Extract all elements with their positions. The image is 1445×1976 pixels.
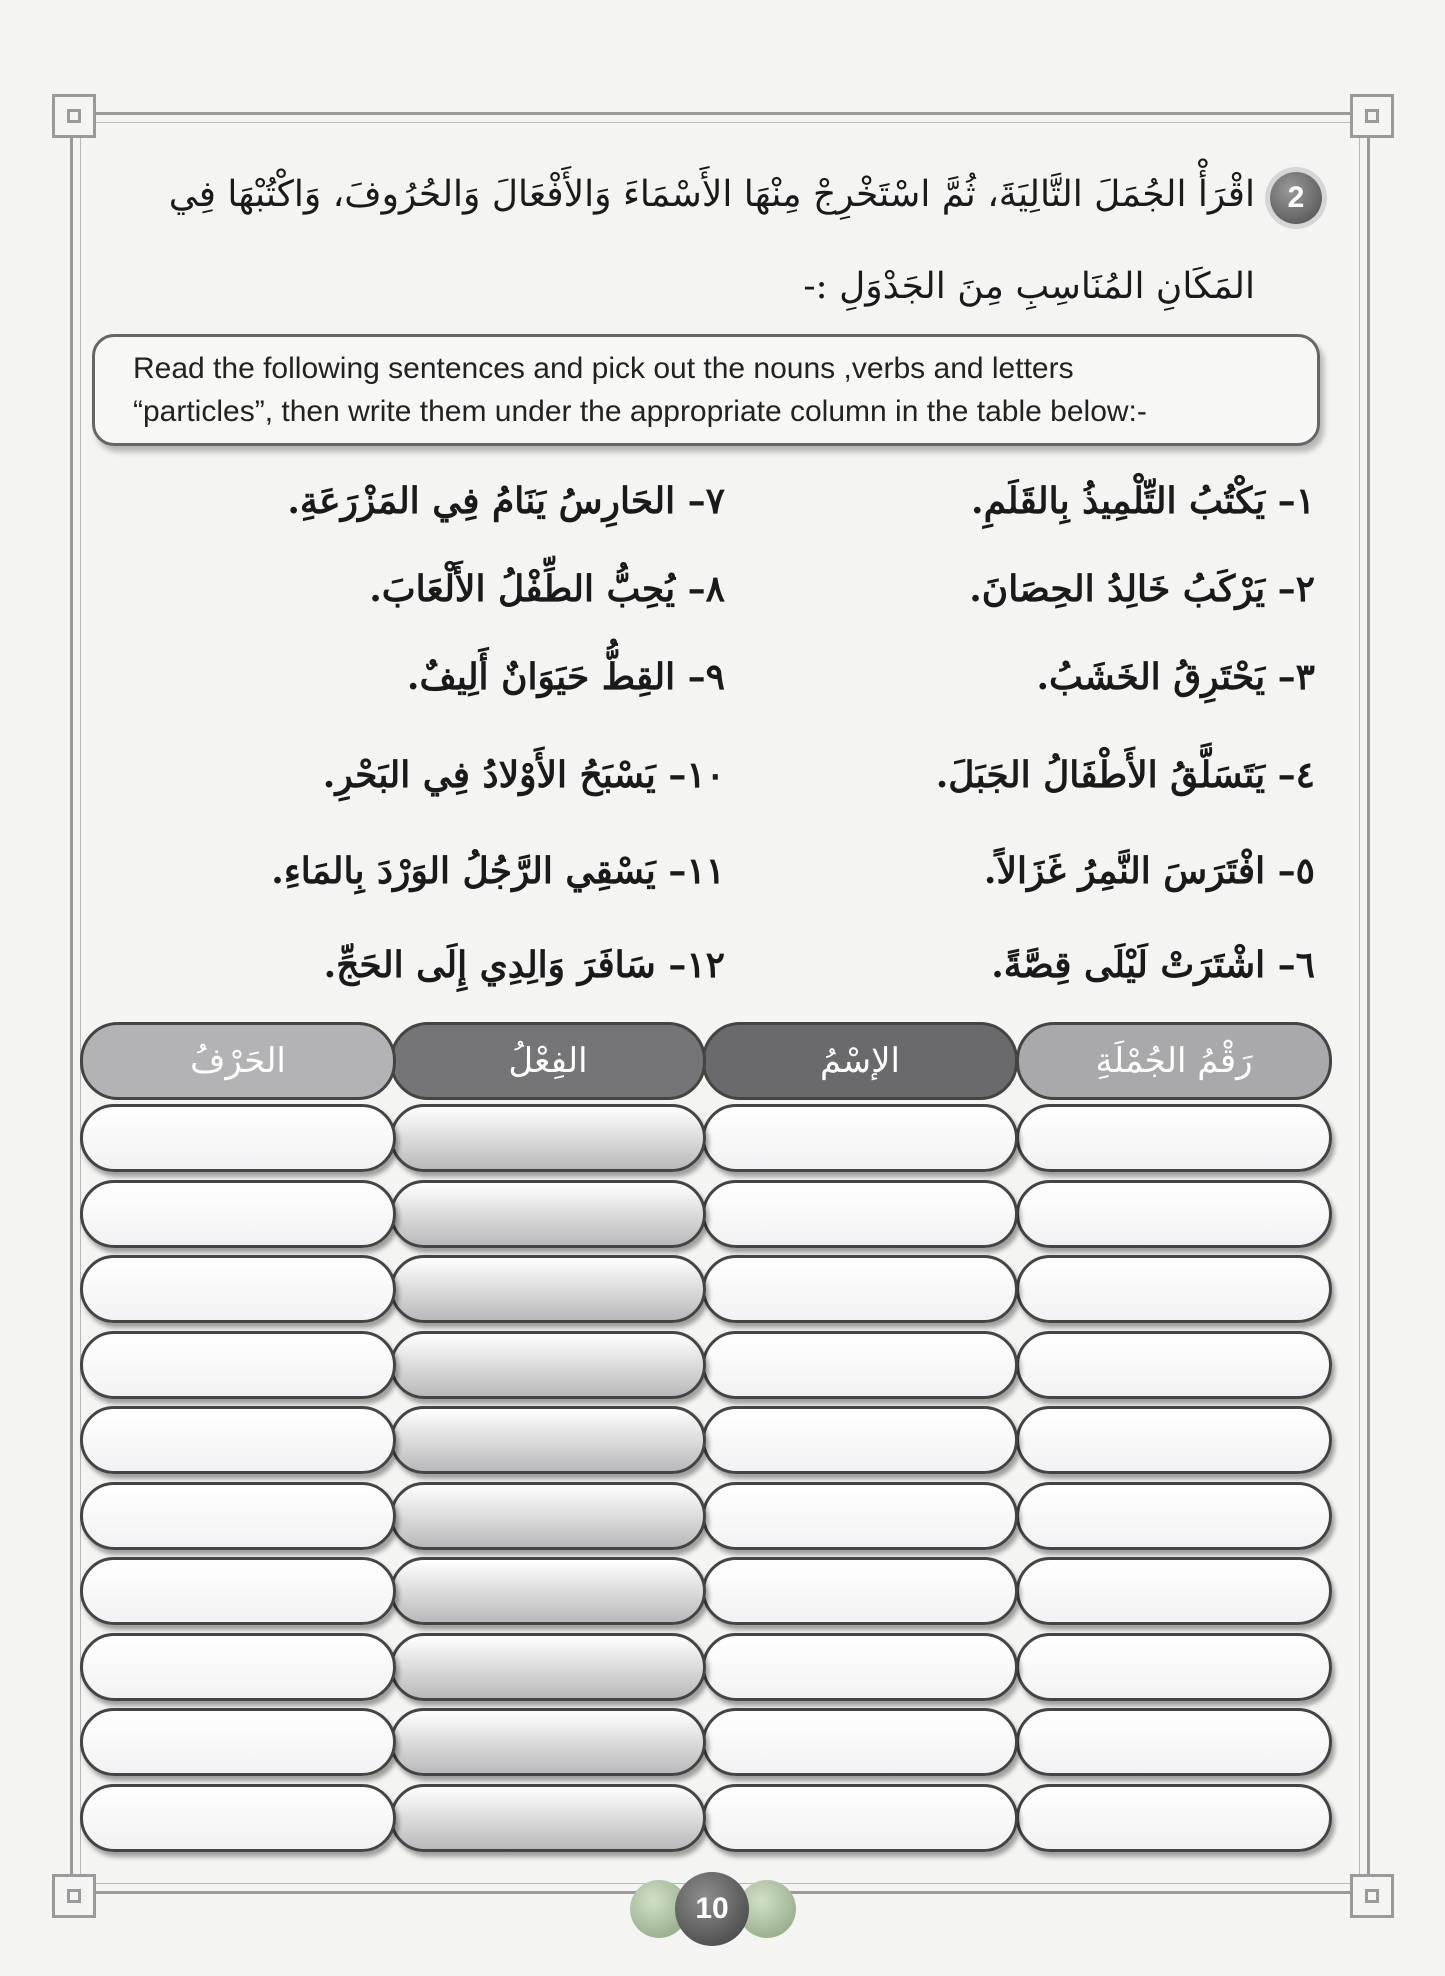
answer-cell-letter[interactable] — [80, 1482, 396, 1550]
instruction-english-line2: “particles”, then write them under the appropriate column in the table below:- — [133, 395, 1147, 428]
page-number: 10 — [675, 1872, 749, 1946]
answer-cell-verb[interactable] — [390, 1633, 706, 1701]
sentence-2: ٢– يَرْكَبُ خَالِدُ الحِصَانَ. — [969, 568, 1315, 610]
corner-ornament — [1350, 94, 1394, 138]
answer-cell-sentence-number[interactable] — [1016, 1255, 1332, 1323]
answer-cell-letter[interactable] — [80, 1255, 396, 1323]
sentence-9: ٩– القِطُّ حَيَوَانٌ أَلِيفٌ. — [406, 656, 725, 698]
answer-cell-letter[interactable] — [80, 1784, 396, 1852]
answer-cell-verb[interactable] — [390, 1255, 706, 1323]
answer-cell-verb[interactable] — [390, 1331, 706, 1399]
answer-cell-noun[interactable] — [702, 1104, 1018, 1172]
answer-cell-letter[interactable] — [80, 1104, 396, 1172]
sentence-3: ٣– يَحْتَرِقُ الخَشَبُ. — [1036, 656, 1315, 698]
answer-cell-letter[interactable] — [80, 1708, 396, 1776]
answer-cell-noun[interactable] — [702, 1255, 1018, 1323]
answer-cell-noun[interactable] — [702, 1633, 1018, 1701]
answer-cell-noun[interactable] — [702, 1406, 1018, 1474]
instruction-arabic-line1: اقْرَأْ الجُمَلَ التَّالِيَةَ، ثُمَّ اسْتَخْرِجْ مِنْهَا الأَسْمَاءَ وَالأَفْعَالَ وَالحُرُوفَ، وَاكْتُبْهَا فِي — [168, 174, 1255, 215]
answer-cell-verb[interactable] — [390, 1784, 706, 1852]
sentence-8: ٨– يُحِبُّ الطِّفْلُ الأَلْعَابَ. — [369, 568, 725, 610]
answer-cell-noun[interactable] — [702, 1557, 1018, 1625]
answer-cell-verb[interactable] — [390, 1708, 706, 1776]
instruction-english-line1: Read the following sentences and pick out the nouns ,verbs and letters — [133, 352, 1074, 385]
answer-cell-sentence-number[interactable] — [1016, 1557, 1332, 1625]
sentence-7: ٧– الحَارِسُ يَنَامُ فِي المَزْرَعَةِ. — [287, 480, 725, 522]
column-header-sentence-number: رَقْمُ الجُمْلَةِ — [1016, 1022, 1332, 1100]
answer-cell-sentence-number[interactable] — [1016, 1104, 1332, 1172]
sentence-4: ٤– يَتَسَلَّقُ الأَطْفَالُ الجَبَلَ. — [935, 754, 1315, 796]
answer-cell-letter[interactable] — [80, 1180, 396, 1248]
sentence-6: ٦– اشْتَرَتْ لَيْلَى قِصَّةً. — [991, 944, 1315, 986]
corner-ornament — [52, 1874, 96, 1918]
answer-cell-verb[interactable] — [390, 1406, 706, 1474]
column-header-verb: الفِعْلُ — [390, 1022, 706, 1100]
corner-ornament — [1350, 1874, 1394, 1918]
answer-cell-letter[interactable] — [80, 1406, 396, 1474]
answer-cell-letter[interactable] — [80, 1633, 396, 1701]
answer-cell-sentence-number[interactable] — [1016, 1482, 1332, 1550]
answer-cell-noun[interactable] — [702, 1784, 1018, 1852]
sentence-1: ١– يَكْتُبُ التِّلْمِيذُ بِالقَلَمِ. — [971, 480, 1315, 522]
sentence-12: ١٢– سَافَرَ وَالِدِي إِلَى الحَجِّ. — [323, 944, 725, 986]
instruction-arabic-line2: المَكَانِ المُنَاسِبِ مِنَ الجَدْوَلِ :- — [803, 266, 1255, 307]
answer-cell-sentence-number[interactable] — [1016, 1784, 1332, 1852]
answer-cell-sentence-number[interactable] — [1016, 1708, 1332, 1776]
question-number-badge: 2 — [1270, 172, 1322, 224]
sentence-5: ٥– افْتَرَسَ النَّمِرُ غَزَالاً. — [983, 850, 1315, 892]
column-header-letter: الحَرْفُ — [80, 1022, 396, 1100]
answer-cell-sentence-number[interactable] — [1016, 1633, 1332, 1701]
answer-cell-sentence-number[interactable] — [1016, 1331, 1332, 1399]
answer-cell-letter[interactable] — [80, 1557, 396, 1625]
answer-cell-noun[interactable] — [702, 1708, 1018, 1776]
column-header-noun: الإسْمُ — [702, 1022, 1018, 1100]
answer-cell-verb[interactable] — [390, 1104, 706, 1172]
answer-cell-noun[interactable] — [702, 1331, 1018, 1399]
sentence-11: ١١– يَسْقِي الرَّجُلُ الوَرْدَ بِالمَاءِ. — [271, 850, 725, 892]
sentence-10: ١٠– يَسْبَحُ الأَوْلادُ فِي البَحْرِ. — [322, 754, 725, 796]
answer-cell-noun[interactable] — [702, 1180, 1018, 1248]
instruction-english-box — [92, 334, 1320, 446]
answer-cell-verb[interactable] — [390, 1482, 706, 1550]
answer-cell-verb[interactable] — [390, 1180, 706, 1248]
answer-cell-noun[interactable] — [702, 1482, 1018, 1550]
answer-cell-letter[interactable] — [80, 1331, 396, 1399]
corner-ornament — [52, 94, 96, 138]
answer-cell-verb[interactable] — [390, 1557, 706, 1625]
answer-cell-sentence-number[interactable] — [1016, 1180, 1332, 1248]
answer-cell-sentence-number[interactable] — [1016, 1406, 1332, 1474]
